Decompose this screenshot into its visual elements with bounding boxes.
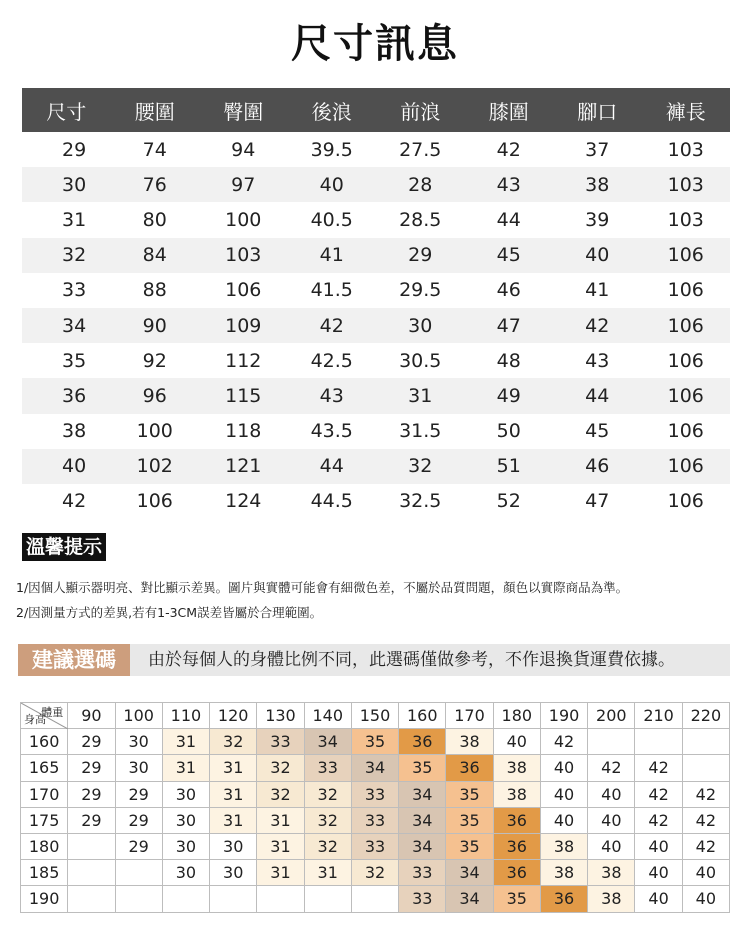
grid-size-cell: 40 xyxy=(540,807,587,833)
grid-size-cell xyxy=(68,833,115,859)
grid-size-cell: 31 xyxy=(257,860,304,886)
size-table-cell: 74 xyxy=(142,138,167,161)
size-table-cell: 45 xyxy=(585,420,610,443)
grid-header-row xyxy=(21,703,730,729)
size-table-cell: 31 xyxy=(376,378,465,413)
size-table-cell: 106 xyxy=(642,308,731,343)
header-front-rise: 前浪 xyxy=(376,88,465,132)
grid-size-cell: 42 xyxy=(682,807,729,833)
grid-size-cell: 34 xyxy=(304,729,351,755)
grid-size-cell: 29 xyxy=(115,807,162,833)
grid-size-cell: 33 xyxy=(399,886,446,912)
grid-height-label: 170 xyxy=(21,781,68,807)
size-table-cell: 34 xyxy=(22,308,111,343)
grid-weight-header: 110 xyxy=(162,703,209,729)
header-length: 褲長 xyxy=(642,88,731,132)
size-table-row xyxy=(22,273,730,308)
corner-weight-label: 體重 xyxy=(41,706,64,719)
header-waist: 腰圍 xyxy=(111,88,200,132)
grid-size-cell: 31 xyxy=(257,807,304,833)
size-table-cell: 42.5 xyxy=(310,349,353,372)
grid-weight-header: 140 xyxy=(304,703,351,729)
grid-height-label: 175 xyxy=(21,807,68,833)
grid-size-cell: 35 xyxy=(446,807,493,833)
size-table-cell: 45 xyxy=(465,238,554,273)
size-table-cell: 109 xyxy=(199,308,288,343)
size-table-cell: 106 xyxy=(667,349,704,372)
size-table-cell: 29 xyxy=(376,238,465,273)
grid-size-cell: 42 xyxy=(682,833,729,859)
size-table-cell: 80 xyxy=(142,208,167,231)
size-table-cell: 43.5 xyxy=(310,420,353,443)
grid-size-cell: 32 xyxy=(210,729,257,755)
size-table-cell: 29 xyxy=(62,138,87,161)
size-table-cell: 27.5 xyxy=(399,138,442,161)
size-table-cell: 100 xyxy=(225,208,262,231)
grid-size-cell: 38 xyxy=(540,860,587,886)
size-table-cell: 103 xyxy=(667,208,704,231)
size-table-cell: 30 xyxy=(376,308,465,343)
grid-weight-header: 150 xyxy=(351,703,398,729)
size-table-cell: 103 xyxy=(199,238,288,273)
size-table-cell: 32 xyxy=(376,449,465,484)
grid-size-cell: 40 xyxy=(540,755,587,781)
grid-size-cell: 32 xyxy=(257,755,304,781)
grid-weight-header: 130 xyxy=(257,703,304,729)
grid-size-cell: 35 xyxy=(493,886,540,912)
size-table-cell: 52 xyxy=(496,490,521,513)
grid-size-cell: 30 xyxy=(115,755,162,781)
grid-weight-header: 170 xyxy=(446,703,493,729)
size-table-row xyxy=(22,484,730,519)
grid-size-cell: 42 xyxy=(635,807,682,833)
grid-size-cell: 35 xyxy=(399,755,446,781)
grid-weight-header: 120 xyxy=(210,703,257,729)
size-table-cell: 47 xyxy=(585,490,610,513)
grid-row xyxy=(21,781,730,807)
grid-size-cell: 42 xyxy=(682,781,729,807)
grid-size-cell: 30 xyxy=(162,781,209,807)
size-table-cell: 112 xyxy=(225,349,262,372)
size-table-cell: 39 xyxy=(585,208,610,231)
grid-size-cell xyxy=(210,886,257,912)
grid-size-cell: 36 xyxy=(493,833,540,859)
grid-size-cell xyxy=(635,729,682,755)
size-table-cell: 44 xyxy=(553,378,642,413)
grid-corner xyxy=(21,703,68,729)
grid-size-cell: 29 xyxy=(68,755,115,781)
header-back-rise: 後浪 xyxy=(288,88,377,132)
grid-size-cell: 36 xyxy=(493,807,540,833)
grid-size-cell: 36 xyxy=(493,860,540,886)
grid-row xyxy=(21,833,730,859)
size-table-cell: 106 xyxy=(667,279,704,302)
grid-size-cell: 30 xyxy=(210,833,257,859)
size-table-cell: 96 xyxy=(111,378,200,413)
grid-size-cell xyxy=(68,886,115,912)
size-table-cell: 42 xyxy=(496,138,521,161)
size-table-cell: 76 xyxy=(111,167,200,202)
grid-size-cell: 31 xyxy=(210,755,257,781)
size-table-cell: 106 xyxy=(225,279,262,302)
size-table-cell: 43 xyxy=(465,167,554,202)
grid-size-cell: 33 xyxy=(351,781,398,807)
grid-size-cell: 34 xyxy=(446,886,493,912)
grid-size-cell: 38 xyxy=(588,886,635,912)
grid-size-cell: 40 xyxy=(588,781,635,807)
grid-size-cell: 31 xyxy=(257,833,304,859)
size-table-cell: 44 xyxy=(288,449,377,484)
grid-size-cell: 34 xyxy=(446,860,493,886)
size-table-cell: 47 xyxy=(465,308,554,343)
size-table-cell: 31 xyxy=(62,208,87,231)
grid-row xyxy=(21,755,730,781)
size-table-cell: 40 xyxy=(22,449,111,484)
size-table-cell: 90 xyxy=(111,308,200,343)
grid-size-cell: 35 xyxy=(446,833,493,859)
size-table-cell: 28 xyxy=(376,167,465,202)
grid-size-cell: 42 xyxy=(635,755,682,781)
grid-size-cell: 40 xyxy=(635,886,682,912)
header-leg-opening: 腳口 xyxy=(553,88,642,132)
grid-size-cell: 42 xyxy=(588,755,635,781)
grid-size-cell: 31 xyxy=(210,781,257,807)
size-table-cell: 118 xyxy=(225,420,262,443)
header-size: 尺寸 xyxy=(22,88,111,132)
grid-size-cell: 32 xyxy=(304,807,351,833)
grid-size-cell: 30 xyxy=(162,860,209,886)
grid-size-cell: 40 xyxy=(635,833,682,859)
size-table-cell: 40.5 xyxy=(310,208,353,231)
grid-size-cell xyxy=(115,886,162,912)
size-table-cell: 100 xyxy=(136,420,173,443)
size-table-cell: 30 xyxy=(22,167,111,202)
grid-size-cell: 32 xyxy=(304,781,351,807)
size-recommendation-grid xyxy=(20,702,730,913)
grid-weight-header: 90 xyxy=(68,703,115,729)
size-table-cell: 38 xyxy=(553,167,642,202)
size-table-cell: 103 xyxy=(642,167,731,202)
size-table-cell: 106 xyxy=(136,490,173,513)
grid-size-cell: 35 xyxy=(446,781,493,807)
size-table-cell: 103 xyxy=(667,138,704,161)
size-table-cell: 32.5 xyxy=(399,490,442,513)
grid-height-label: 190 xyxy=(21,886,68,912)
size-table-row xyxy=(22,132,730,167)
size-table-cell: 46 xyxy=(496,279,521,302)
grid-size-cell xyxy=(257,886,304,912)
corner-height-label: 身高 xyxy=(24,713,46,727)
size-table-cell: 102 xyxy=(111,449,200,484)
size-table-cell: 97 xyxy=(199,167,288,202)
size-table-cell: 29.5 xyxy=(399,279,442,302)
size-table-cell: 30.5 xyxy=(399,349,442,372)
grid-row xyxy=(21,729,730,755)
size-table-cell: 41 xyxy=(585,279,610,302)
grid-weight-header: 220 xyxy=(682,703,729,729)
grid-size-cell: 34 xyxy=(399,833,446,859)
size-table-cell: 31.5 xyxy=(399,420,442,443)
size-table-cell: 48 xyxy=(496,349,521,372)
grid-size-cell: 36 xyxy=(399,729,446,755)
grid-height-label: 185 xyxy=(21,860,68,886)
grid-size-cell: 38 xyxy=(588,860,635,886)
grid-size-cell: 32 xyxy=(351,860,398,886)
size-table-cell: 28.5 xyxy=(399,208,442,231)
grid-size-cell: 33 xyxy=(304,755,351,781)
size-table-cell: 39.5 xyxy=(310,138,353,161)
size-table-cell: 106 xyxy=(667,490,704,513)
grid-weight-header: 200 xyxy=(588,703,635,729)
size-table-row xyxy=(22,343,730,378)
grid-size-cell: 29 xyxy=(68,807,115,833)
size-table-cell: 42 xyxy=(288,308,377,343)
grid-size-cell: 33 xyxy=(257,729,304,755)
grid-size-cell xyxy=(68,860,115,886)
tip-note-2: 2/因測量方式的差異,若有1-3CM誤差皆屬於合理範圍。 xyxy=(16,605,323,620)
grid-size-cell: 34 xyxy=(351,755,398,781)
grid-size-cell: 30 xyxy=(210,860,257,886)
size-table-cell: 43 xyxy=(585,349,610,372)
size-table-row xyxy=(22,167,730,202)
size-table-row xyxy=(22,202,730,237)
suggest-label: 建議選碼 xyxy=(18,644,130,676)
header-knee: 膝圍 xyxy=(465,88,554,132)
size-table-cell: 44.5 xyxy=(310,490,353,513)
grid-size-cell: 40 xyxy=(635,860,682,886)
grid-size-cell: 42 xyxy=(635,781,682,807)
grid-row xyxy=(21,807,730,833)
size-table-cell: 36 xyxy=(22,378,111,413)
grid-size-cell: 30 xyxy=(115,729,162,755)
grid-row xyxy=(21,886,730,912)
grid-size-cell xyxy=(115,860,162,886)
grid-height-label: 160 xyxy=(21,729,68,755)
size-table-cell: 94 xyxy=(231,138,256,161)
size-table-cell: 33 xyxy=(62,279,87,302)
size-table-row xyxy=(22,378,730,413)
grid-size-cell: 32 xyxy=(304,833,351,859)
size-table-row xyxy=(22,414,730,449)
page-title: 尺寸訊息 xyxy=(291,21,459,67)
grid-size-cell: 40 xyxy=(682,860,729,886)
grid-size-cell: 36 xyxy=(540,886,587,912)
grid-size-cell: 38 xyxy=(493,781,540,807)
grid-size-cell: 31 xyxy=(162,729,209,755)
size-table-cell: 46 xyxy=(553,449,642,484)
size-table-cell: 41 xyxy=(288,238,377,273)
grid-size-cell xyxy=(162,886,209,912)
grid-size-cell: 33 xyxy=(399,860,446,886)
grid-size-cell: 40 xyxy=(588,807,635,833)
suggest-text: 由於每個人的身體比例不同，此選碼僅做參考，不作退換貨運費依據。 xyxy=(148,650,675,670)
grid-size-cell: 29 xyxy=(115,781,162,807)
grid-size-cell: 38 xyxy=(446,729,493,755)
grid-size-cell xyxy=(304,886,351,912)
size-table-cell: 43 xyxy=(288,378,377,413)
grid-size-cell: 33 xyxy=(351,807,398,833)
size-table-cell: 32 xyxy=(22,238,111,273)
grid-size-cell: 34 xyxy=(399,781,446,807)
grid-size-cell xyxy=(682,729,729,755)
size-table-cell: 40 xyxy=(553,238,642,273)
size-table-row xyxy=(22,238,730,273)
grid-size-cell: 35 xyxy=(351,729,398,755)
header-hip: 臀圍 xyxy=(199,88,288,132)
grid-size-cell: 29 xyxy=(68,781,115,807)
grid-size-cell: 31 xyxy=(210,807,257,833)
size-table-cell: 106 xyxy=(642,378,731,413)
size-table-cell: 88 xyxy=(142,279,167,302)
grid-size-cell: 29 xyxy=(68,729,115,755)
grid-size-cell xyxy=(351,886,398,912)
size-table-cell: 106 xyxy=(642,238,731,273)
tips-label: 溫馨提示 xyxy=(22,533,106,561)
grid-size-cell xyxy=(682,755,729,781)
grid-size-cell: 30 xyxy=(162,807,209,833)
size-table-row xyxy=(22,449,730,484)
grid-size-cell: 31 xyxy=(304,860,351,886)
grid-row xyxy=(21,860,730,886)
size-table-cell: 38 xyxy=(62,420,87,443)
grid-height-label: 180 xyxy=(21,833,68,859)
size-table-cell: 106 xyxy=(667,420,704,443)
size-table-cell: 51 xyxy=(465,449,554,484)
grid-weight-header: 180 xyxy=(493,703,540,729)
size-table-cell: 35 xyxy=(62,349,87,372)
grid-size-cell: 40 xyxy=(540,781,587,807)
grid-size-cell: 42 xyxy=(540,729,587,755)
size-table-cell: 84 xyxy=(111,238,200,273)
grid-size-cell: 36 xyxy=(446,755,493,781)
size-table-cell: 37 xyxy=(585,138,610,161)
grid-size-cell: 40 xyxy=(588,833,635,859)
grid-size-cell: 38 xyxy=(493,755,540,781)
size-table-cell: 41.5 xyxy=(310,279,353,302)
grid-weight-header: 160 xyxy=(399,703,446,729)
size-table-cell: 121 xyxy=(199,449,288,484)
grid-size-cell: 40 xyxy=(682,886,729,912)
grid-size-cell xyxy=(588,729,635,755)
size-table-cell: 40 xyxy=(288,167,377,202)
size-table-row xyxy=(22,308,730,343)
grid-size-cell: 40 xyxy=(493,729,540,755)
grid-height-label: 165 xyxy=(21,755,68,781)
size-table-cell: 49 xyxy=(465,378,554,413)
tip-note-1: 1/因個人顯示器明亮、對比顯示差異。圖片與實體可能會有細微色差，不屬於品質問題，顏色以實際商品為準。 xyxy=(16,580,629,595)
grid-size-cell: 34 xyxy=(399,807,446,833)
grid-size-cell: 33 xyxy=(351,833,398,859)
size-table-cell: 124 xyxy=(225,490,262,513)
size-table-cell: 42 xyxy=(62,490,87,513)
size-table-cell: 115 xyxy=(199,378,288,413)
size-table-cell: 92 xyxy=(142,349,167,372)
size-table-cell: 50 xyxy=(496,420,521,443)
grid-weight-header: 100 xyxy=(115,703,162,729)
grid-weight-header: 190 xyxy=(540,703,587,729)
grid-size-cell: 29 xyxy=(115,833,162,859)
grid-weight-header: 210 xyxy=(635,703,682,729)
suggest-bar xyxy=(18,644,730,676)
size-table xyxy=(22,88,730,519)
size-table-cell: 106 xyxy=(642,449,731,484)
grid-size-cell: 32 xyxy=(257,781,304,807)
size-table-cell: 44 xyxy=(496,208,521,231)
grid-size-cell: 31 xyxy=(162,755,209,781)
grid-size-cell: 30 xyxy=(162,833,209,859)
grid-size-cell: 38 xyxy=(540,833,587,859)
size-table-cell: 42 xyxy=(553,308,642,343)
size-table-header xyxy=(22,88,730,132)
